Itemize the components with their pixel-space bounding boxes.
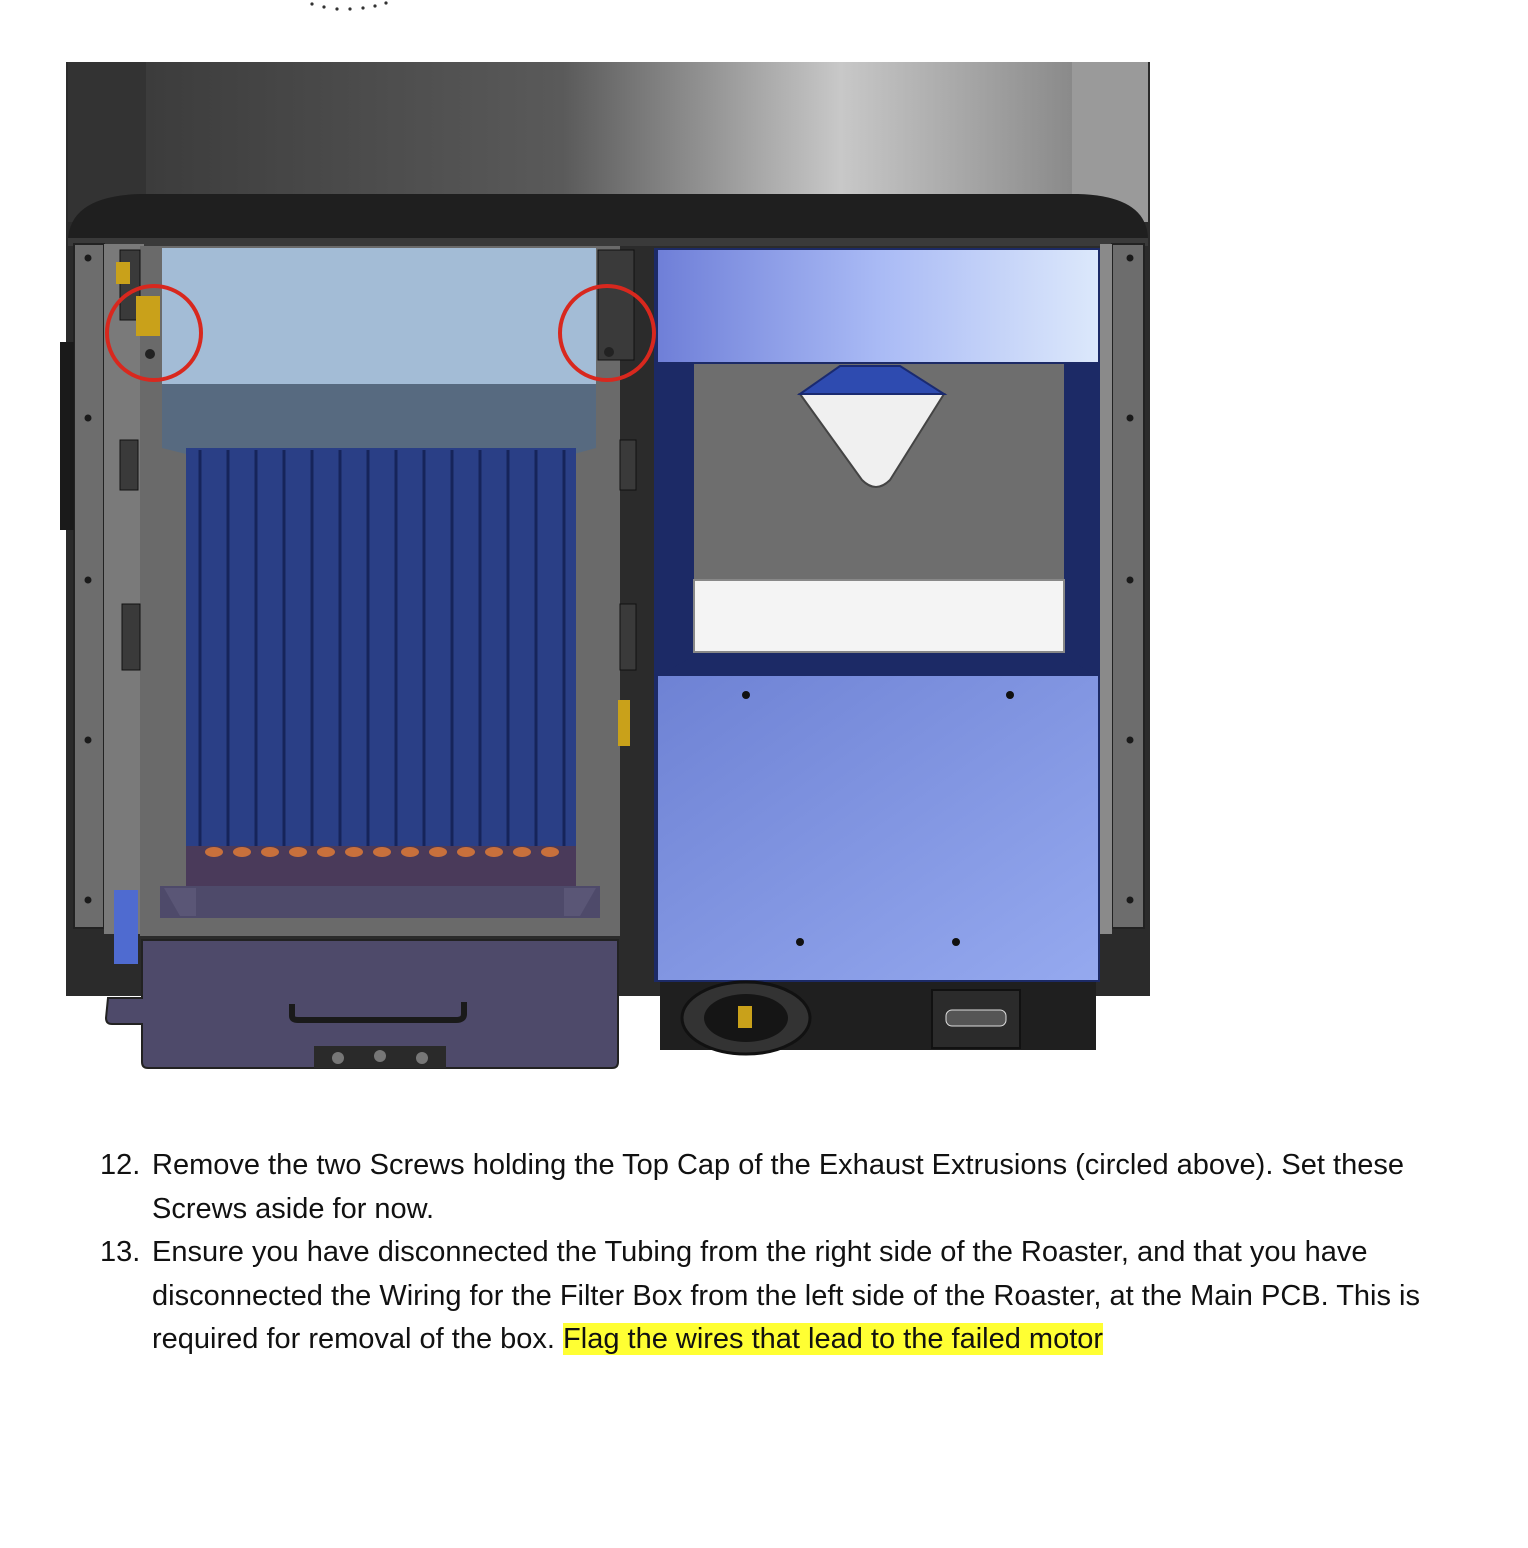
filter-box-front <box>658 676 1098 980</box>
highlighted-note: Flag the wires that lead to the failed motor <box>563 1323 1104 1355</box>
left-rail <box>74 244 104 928</box>
step-13 <box>100 1231 1440 1362</box>
right-rail <box>1112 244 1144 928</box>
instruction-list <box>100 1144 1440 1362</box>
filter-box-cap <box>658 250 1098 362</box>
step-number: 12. <box>100 1149 141 1181</box>
step-text: Remove the two Screws holding the Top Cap of the Exhaust Extrusions (circled above). Set these Screws aside for now. <box>152 1149 1404 1225</box>
exhaust-top-cap <box>162 248 596 384</box>
top-band <box>68 194 1148 240</box>
exhaust-extrusions <box>186 448 576 846</box>
hood <box>146 62 1072 202</box>
step-text: Ensure you have disconnected the Tubing from the right side of the Roaster, and that you have disconnected the Wiring for the Filter Box from the left side of the Roaster, at the Main PCB. This is required for removal of the box. <box>152 1236 1420 1355</box>
top-dots <box>310 1 387 10</box>
step-12 <box>100 1144 1440 1231</box>
step-number: 13. <box>100 1236 141 1268</box>
